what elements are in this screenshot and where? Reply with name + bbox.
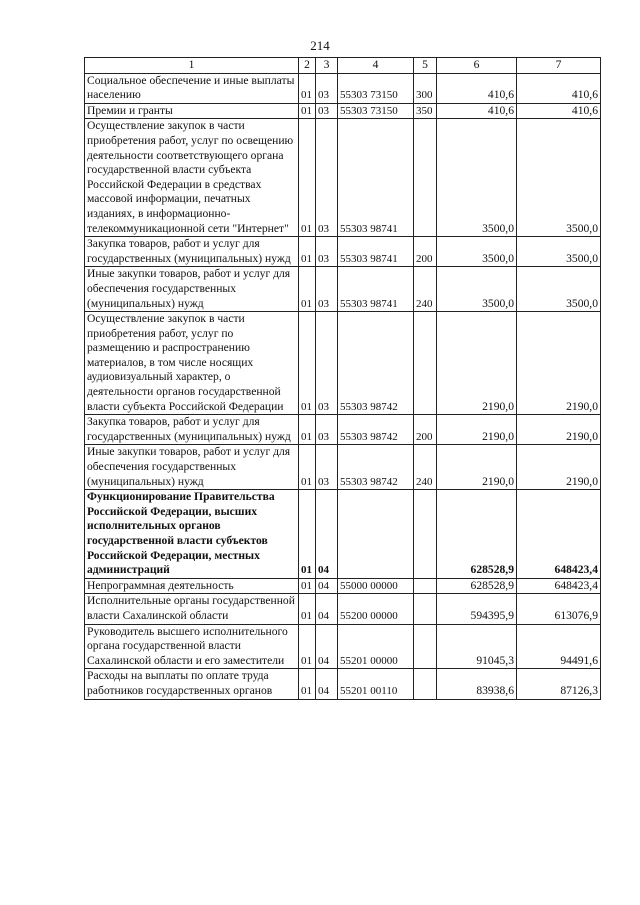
row-name-cell: Исполнительные органы государственной власти Сахалинской области — [85, 594, 299, 624]
amount-year2-cell: 3500,0 — [517, 237, 601, 267]
amount-year2-cell: 648423,4 — [517, 490, 601, 579]
subsection-code-cell: 04 — [316, 669, 338, 699]
section-code-cell: 01 — [299, 73, 316, 103]
amount-year2-cell: 410,6 — [517, 103, 601, 119]
subsection-code-cell: 03 — [316, 237, 338, 267]
subsection-code-cell: 04 — [316, 490, 338, 579]
amount-year1-cell: 628528,9 — [437, 490, 517, 579]
expense-type-cell: 200 — [414, 415, 437, 445]
table-row — [85, 312, 601, 415]
row-name-cell: Непрограммная деятельность — [85, 578, 299, 594]
section-code-cell: 01 — [299, 415, 316, 445]
section-code-cell: 01 — [299, 267, 316, 312]
table-row — [85, 578, 601, 594]
subsection-code-cell: 03 — [316, 267, 338, 312]
section-code-cell: 01 — [299, 624, 316, 669]
row-name-cell: Функционирование Правительства Российской Федерации, высших исполнительных органов государственной власти субъектов Российской Федерации, местных администраций — [85, 490, 299, 579]
expense-type-cell — [414, 594, 437, 624]
amount-year1-cell: 3500,0 — [437, 267, 517, 312]
target-item-cell: 55303 98742 — [338, 415, 414, 445]
amount-year1-cell: 2190,0 — [437, 415, 517, 445]
amount-year2-cell: 410,6 — [517, 73, 601, 103]
section-code-cell: 01 — [299, 490, 316, 579]
expense-type-cell — [414, 490, 437, 579]
section-code-cell: 01 — [299, 119, 316, 237]
expense-type-cell — [414, 578, 437, 594]
row-name-cell: Осуществление закупок в части приобретения работ, услуг по освещению деятельности соответствующего органа государственной власти субъекта Российской Федерации в средствах массовой информации, печатных изданиях, в информационно-телекоммуникационной сети "Интернет" — [85, 119, 299, 237]
expense-type-cell — [414, 669, 437, 699]
amount-year1-cell: 83938,6 — [437, 669, 517, 699]
amount-year2-cell: 613076,9 — [517, 594, 601, 624]
amount-year1-cell: 628528,9 — [437, 578, 517, 594]
table-row — [85, 119, 601, 237]
table-row — [85, 237, 601, 267]
subsection-code-cell: 03 — [316, 445, 338, 490]
amount-year1-cell: 594395,9 — [437, 594, 517, 624]
target-item-cell: 55303 73150 — [338, 103, 414, 119]
row-name-cell: Социальное обеспечение и иные выплаты населению — [85, 73, 299, 103]
subsection-code-cell: 04 — [316, 578, 338, 594]
row-name-cell: Расходы на выплаты по оплате труда работников государственных органов — [85, 669, 299, 699]
subsection-code-cell: 03 — [316, 73, 338, 103]
subsection-code-cell: 03 — [316, 103, 338, 119]
section-code-cell: 01 — [299, 594, 316, 624]
amount-year2-cell: 2190,0 — [517, 415, 601, 445]
target-item-cell: 55000 00000 — [338, 578, 414, 594]
row-name-cell: Закупка товаров, работ и услуг для государственных (муниципальных) нужд — [85, 415, 299, 445]
amount-year1-cell: 91045,3 — [437, 624, 517, 669]
target-item-cell: 55201 00110 — [338, 669, 414, 699]
row-name-cell: Иные закупки товаров, работ и услуг для обеспечения государственных (муниципальных) нужд — [85, 445, 299, 490]
amount-year2-cell: 94491,6 — [517, 624, 601, 669]
expense-type-cell — [414, 119, 437, 237]
table-row — [85, 624, 601, 669]
target-item-cell: 55200 00000 — [338, 594, 414, 624]
amount-year1-cell: 3500,0 — [437, 119, 517, 237]
table-row — [85, 594, 601, 624]
target-item-cell: 55201 00000 — [338, 624, 414, 669]
amount-year2-cell: 87126,3 — [517, 669, 601, 699]
table-row — [85, 415, 601, 445]
subsection-code-cell: 03 — [316, 415, 338, 445]
column-header: 3 — [316, 58, 338, 74]
amount-year1-cell: 410,6 — [437, 103, 517, 119]
amount-year1-cell: 2190,0 — [437, 445, 517, 490]
subsection-code-cell: 04 — [316, 624, 338, 669]
subsection-code-cell: 03 — [316, 119, 338, 237]
subsection-code-cell: 03 — [316, 312, 338, 415]
row-name-cell: Закупка товаров, работ и услуг для государственных (муниципальных) нужд — [85, 237, 299, 267]
amount-year2-cell: 2190,0 — [517, 445, 601, 490]
column-header: 5 — [414, 58, 437, 74]
target-item-cell: 55303 98742 — [338, 445, 414, 490]
column-header: 1 — [85, 58, 299, 74]
column-header: 4 — [338, 58, 414, 74]
expense-type-cell: 200 — [414, 237, 437, 267]
target-item-cell — [338, 490, 414, 579]
section-code-cell: 01 — [299, 669, 316, 699]
expense-type-cell: 350 — [414, 103, 437, 119]
target-item-cell: 55303 98741 — [338, 119, 414, 237]
expense-type-cell: 240 — [414, 267, 437, 312]
expense-type-cell: 300 — [414, 73, 437, 103]
section-code-cell: 01 — [299, 103, 316, 119]
column-header: 2 — [299, 58, 316, 74]
section-code-cell: 01 — [299, 445, 316, 490]
row-name-cell: Руководитель высшего исполнительного органа государственной власти Сахалинской области и его заместители — [85, 624, 299, 669]
column-header: 7 — [517, 58, 601, 74]
target-item-cell: 55303 98741 — [338, 267, 414, 312]
amount-year2-cell: 3500,0 — [517, 267, 601, 312]
section-code-cell: 01 — [299, 578, 316, 594]
table-row — [85, 445, 601, 490]
table-row — [85, 669, 601, 699]
table-row — [85, 490, 601, 579]
table-row — [85, 267, 601, 312]
amount-year2-cell: 3500,0 — [517, 119, 601, 237]
section-code-cell: 01 — [299, 312, 316, 415]
table-row — [85, 73, 601, 103]
subsection-code-cell: 04 — [316, 594, 338, 624]
amount-year1-cell: 3500,0 — [437, 237, 517, 267]
expense-type-cell: 240 — [414, 445, 437, 490]
budget-table — [84, 57, 601, 700]
row-name-cell: Премии и гранты — [85, 103, 299, 119]
amount-year1-cell: 2190,0 — [437, 312, 517, 415]
target-item-cell: 55303 98742 — [338, 312, 414, 415]
row-name-cell: Иные закупки товаров, работ и услуг для обеспечения государственных (муниципальных) нужд — [85, 267, 299, 312]
section-code-cell: 01 — [299, 237, 316, 267]
table-header-row — [85, 58, 601, 74]
expense-type-cell — [414, 312, 437, 415]
row-name-cell: Осуществление закупок в части приобретения работ, услуг по размещению и распространению материалов, в том числе носящих аудиовизуальный характер, о деятельности органов государственной власти субъекта Российской Федерации — [85, 312, 299, 415]
page-number: 214 — [310, 38, 330, 53]
target-item-cell: 55303 98741 — [338, 237, 414, 267]
amount-year2-cell: 2190,0 — [517, 312, 601, 415]
amount-year2-cell: 648423,4 — [517, 578, 601, 594]
table-row — [85, 103, 601, 119]
column-header: 6 — [437, 58, 517, 74]
target-item-cell: 55303 73150 — [338, 73, 414, 103]
amount-year1-cell: 410,6 — [437, 73, 517, 103]
expense-type-cell — [414, 624, 437, 669]
